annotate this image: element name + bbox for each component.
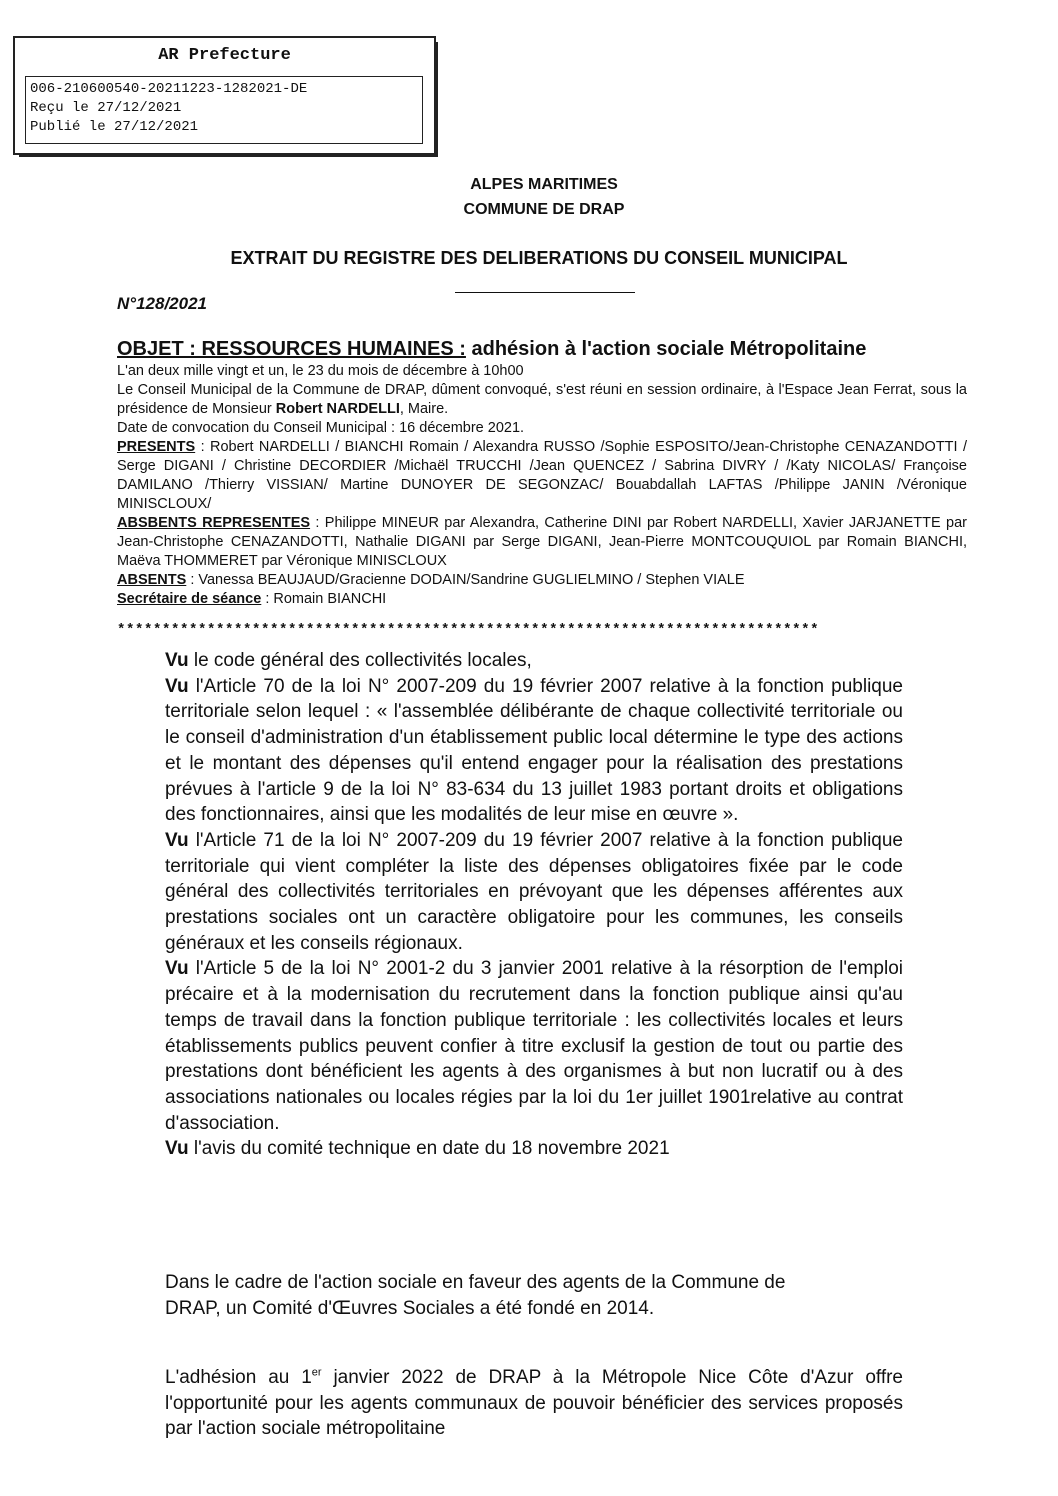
consideration-text: l'Article 70 de la loi N° 2007-209 du 19 février 2007 relative à la fonction publique territoriale selon lequel : « l'assemblée délibérante de chaque collectivité territoriale ou le conseil d'administration d'un établissement public local détermine le type des actions et le montant des dépenses qu'il entend engager pour la réalisation des prestations prévues à l'article 9 de la loi N° 83-634 du 13 juillet 1983 portant droits et obligations des fonctionnaires, ainsi que les modalités de leur mise en œuvre ».: [165, 675, 903, 826]
consideration-item: [165, 1136, 903, 1162]
stamp-title: AR Prefecture: [158, 46, 291, 65]
presents-text: : Robert NARDELLI / BIANCHI Romain / Alexandra RUSSO /Sophie ESPOSITO/Jean-Christophe CENAZANDOTTI / Serge DIGANI / Christine DECORDIER /Michaël TRUCCHI /Jean QUENCEZ / Sabrina DIVRY / /Katy NICOLAS/ Françoise DAMILANO /Thierry VISSIAN/ Martine DUNOYER DE SEGONZAC/ Bouabdallah LAFTAS /Philippe JANIN /Véronique MINISCLOUX/: [117, 439, 967, 512]
stamp-reference: 006-210600540-20211223-1282021-DE: [30, 81, 308, 97]
document-title: EXTRAIT DU REGISTRE DES DELIBERATIONS DU CONSEIL MUNICIPAL: [230, 248, 848, 268]
convocation-date: Date de convocation du Conseil Municipal : 16 décembre 2021.: [117, 420, 525, 436]
secretary-text: : Romain BIANCHI: [261, 591, 387, 607]
adhesion-text: janvier 2022 de DRAP à la Métropole Nice Côte d'Azur offre l'opportunité pour les agents communaux de pouvoir bénéficier des services proposés par l'action sociale métropolitaine: [165, 1367, 903, 1440]
represented-list: [117, 514, 967, 571]
convocation-text: Le Conseil Municipal de la Commune de DRAP, dûment convoqué, s'est réuni en session ordinaire, à l'Espace Jean Ferrat, sous la présidence de Monsieur: [117, 382, 967, 417]
adhesion-sup: er: [311, 1366, 322, 1379]
consideration-text: l'Article 5 de la loi N° 2001-2 du 3 janvier 2001 relative à la résorption de l'emploi précaire et à la modernisation du recrutement dans la fonction publique ainsi qu'au temps de travail dans la fonction publique territoriale : les collectivités locales et leurs établissements publics peuvent confier à titre exclusif la gestion de tout ou partie des prestations dont bénéficient les agents à des organismes à but non lucratif ou à des associations nationales ou locales régies par la loi du 1er juillet 1901relative au contrat d'association.: [165, 958, 903, 1134]
consideration-text: l'Article 71 de la loi N° 2007-209 du 19 février 2007 relative à la fonction publique territoriale qui vient compléter la liste des dépenses obligatoires fixée par le code général des collectivités territoriales en prévoyant que les dépenses afférentes aux prestations sociales ont un caractère obligatoire pour les communes, les conseils généraux et les conseils régionaux.: [165, 829, 903, 954]
session-block: [117, 362, 967, 609]
deliberation-number: N°128/2021: [117, 294, 207, 313]
president-suffix: , Maire.: [399, 401, 449, 417]
prefecture-stamp: [13, 36, 436, 155]
consideration-text: l'avis du comité technique en date du 18 novembre 2021: [188, 1138, 670, 1160]
title-divider: [455, 292, 635, 293]
session-convocation: [117, 381, 967, 419]
objet-line: [117, 338, 866, 361]
represented-label: ABSBENTS REPRESENTES: [117, 515, 311, 531]
objet-label: OBJET : RESSOURCES HUMAINES :: [117, 338, 466, 360]
president-name: Robert NARDELLI: [275, 401, 400, 417]
vu-label: Vu: [165, 1138, 189, 1160]
adhesion-prefix: L'adhésion au 1: [165, 1367, 312, 1388]
objet-text: adhésion à l'action sociale Métropolitaine: [465, 338, 867, 360]
session-date: L'an deux mille vingt et un, le 23 du mois de décembre à 10h00: [117, 363, 524, 379]
secretary-label: Secrétaire de séance: [117, 591, 262, 607]
considerations-block: [165, 648, 903, 1162]
commune-heading: COMMUNE DE DRAP: [463, 201, 625, 218]
stamp-details: [25, 76, 423, 144]
vu-label: Vu: [165, 675, 189, 697]
stamp-published: Publié le 27/12/2021: [30, 119, 199, 135]
adhesion-paragraph: [165, 1365, 903, 1442]
absents-text: : Vanessa BEAUJAUD/Gracienne DODAIN/Sandrine GUGLIELMINO / Stephen VIALE: [186, 572, 745, 588]
separator-line: ******************************************************************************: [117, 622, 820, 638]
consideration-item: [165, 956, 903, 1136]
department-heading: ALPES MARITIMES: [470, 176, 618, 193]
vu-label: Vu: [165, 958, 189, 980]
consideration-item: [165, 828, 903, 957]
absents-list: [117, 571, 967, 590]
cos-paragraph: Dans le cadre de l'action sociale en faveur des agents de la Commune de DRAP, un Comité d'Œuvres Sociales a été fondé en 2014.: [165, 1272, 786, 1319]
vu-label: Vu: [165, 829, 189, 851]
consideration-item: [165, 674, 903, 828]
vu-label: Vu: [165, 650, 189, 671]
presents-list: [117, 438, 967, 514]
consideration-item: [165, 648, 903, 674]
secretary-line: [117, 590, 967, 609]
stamp-received: Reçu le 27/12/2021: [30, 100, 182, 116]
presents-label: PRESENTS: [117, 439, 196, 455]
absents-label: ABSENTS: [117, 572, 187, 588]
consideration-text: le code général des collectivités locales,: [188, 650, 532, 671]
represented-text: : Philippe MINEUR par Alexandra, Catherine DINI par Robert NARDELLI, Xavier JARJANETTE par Jean-Christophe CENAZANDOTTI, Nathalie DIGANI par Serge DIGANI, Jean-Pierre MONTCOUQUIOL par Romain BIANCHI, Maëva THOMMERET par Véronique MINISCLOUX: [117, 515, 967, 569]
